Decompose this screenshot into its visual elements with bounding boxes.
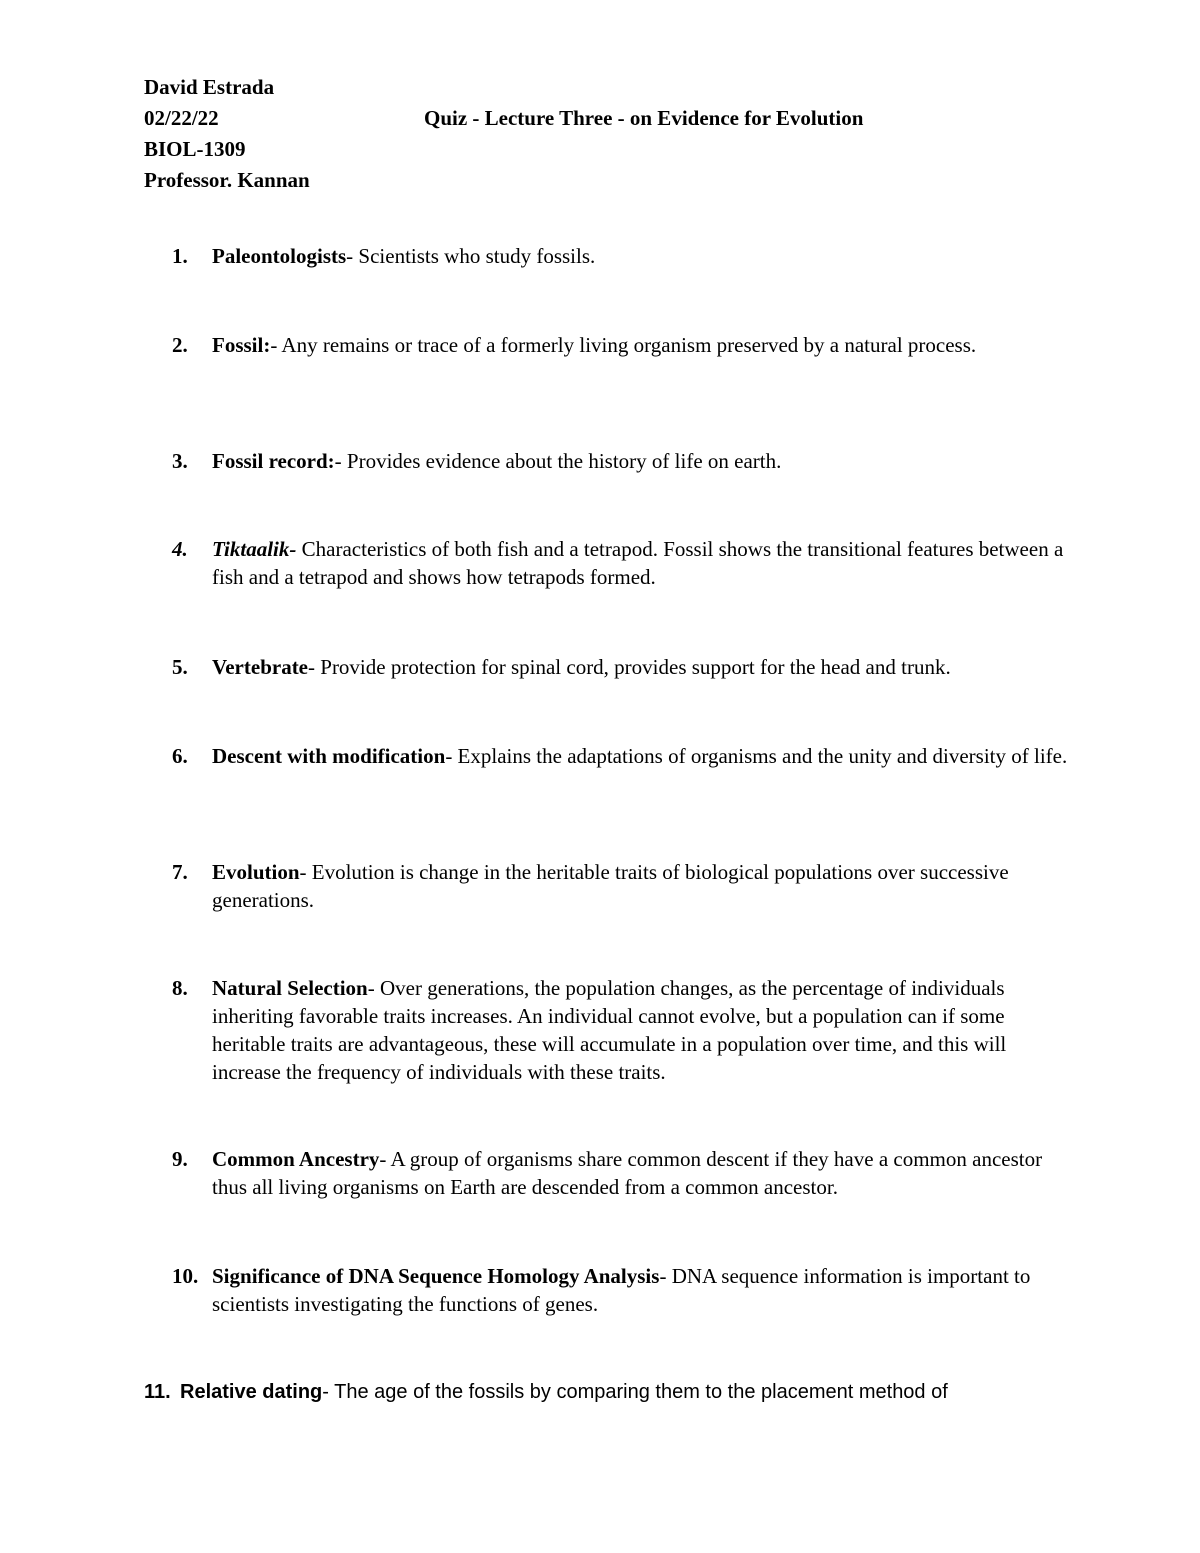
item-term: Descent with modification <box>212 744 446 768</box>
item-number: 2. <box>172 333 188 357</box>
item-number: 6. <box>172 744 188 768</box>
item-definition: - DNA sequence information is important to scientists investigating the functions of genes. <box>212 1264 1031 1316</box>
list-item <box>172 653 1072 681</box>
list-item <box>172 331 1072 359</box>
item-term: Common Ancestry <box>212 1147 380 1171</box>
item-definition: - Over generations, the population changes, as the percentage of individuals inheriting favorable traits increases. An individual cannot evolve, but a population can if some heritable traits are advantageous, these will accumulate in a population over time, and this will increase the frequency of individuals with these traits. <box>212 976 1007 1084</box>
quiz-date: 02/22/22 <box>144 106 219 130</box>
item-term: Paleontologists <box>212 244 347 268</box>
list-item <box>172 974 1072 1086</box>
item-number: 4. <box>172 537 188 561</box>
item-term: Evolution <box>212 860 300 884</box>
item-term: Significance of DNA Sequence Homology Analysis <box>212 1264 660 1288</box>
item-number: 11. <box>144 1381 171 1403</box>
item-definition: - Provides evidence about the history of life on earth. <box>334 449 782 473</box>
item-number: 5. <box>172 655 188 679</box>
item-term: Relative dating <box>180 1381 323 1403</box>
list-item <box>172 535 1072 591</box>
item-number: 10. <box>172 1264 199 1288</box>
list-item <box>172 1145 1072 1201</box>
list-item <box>172 242 1072 270</box>
item-definition: Characteristics of both fish and a tetrapod. Fossil shows the transitional features between a fish and a tetrapod and shows how tetrapods formed. <box>212 537 1064 589</box>
item-number: 8. <box>172 976 188 1000</box>
item-definition: - Evolution is change in the heritable traits of biological populations over successive generations. <box>212 860 1009 912</box>
item-term: Natural Selection <box>212 976 368 1000</box>
item-definition: - The age of the fossils by comparing them to the placement method of <box>322 1381 948 1403</box>
list-item <box>172 447 1072 475</box>
list-item <box>172 858 1072 914</box>
item-number: 9. <box>172 1147 188 1171</box>
item-term: Tiktaalik- <box>212 537 297 561</box>
item-definition: - Provide protection for spinal cord, provides support for the head and trunk. <box>308 655 951 679</box>
item-term: Fossil record: <box>212 449 335 473</box>
item-number: 7. <box>172 860 188 884</box>
quiz-title: Quiz - Lecture Three - on Evidence for Evolution <box>424 106 864 130</box>
item-definition: - A group of organisms share common descent if they have a common ancestor thus all living organisms on Earth are descended from a common ancestor. <box>212 1147 1043 1199</box>
list-item <box>172 1262 1072 1318</box>
item-definition: - Scientists who study fossils. <box>346 244 596 268</box>
professor-name: Professor. Kannan <box>144 168 310 192</box>
item-term: Fossil: <box>212 333 271 357</box>
student-name: David Estrada <box>144 75 275 99</box>
item-number: 3. <box>172 449 188 473</box>
list-item <box>144 1378 1064 1406</box>
item-definition: - Explains the adaptations of organisms and the unity and diversity of life. <box>445 744 1068 768</box>
course-code: BIOL-1309 <box>144 137 246 161</box>
item-definition: - Any remains or trace of a formerly living organism preserved by a natural process. <box>270 333 977 357</box>
list-item <box>172 742 1072 770</box>
item-number: 1. <box>172 244 188 268</box>
item-term: Vertebrate <box>212 655 309 679</box>
